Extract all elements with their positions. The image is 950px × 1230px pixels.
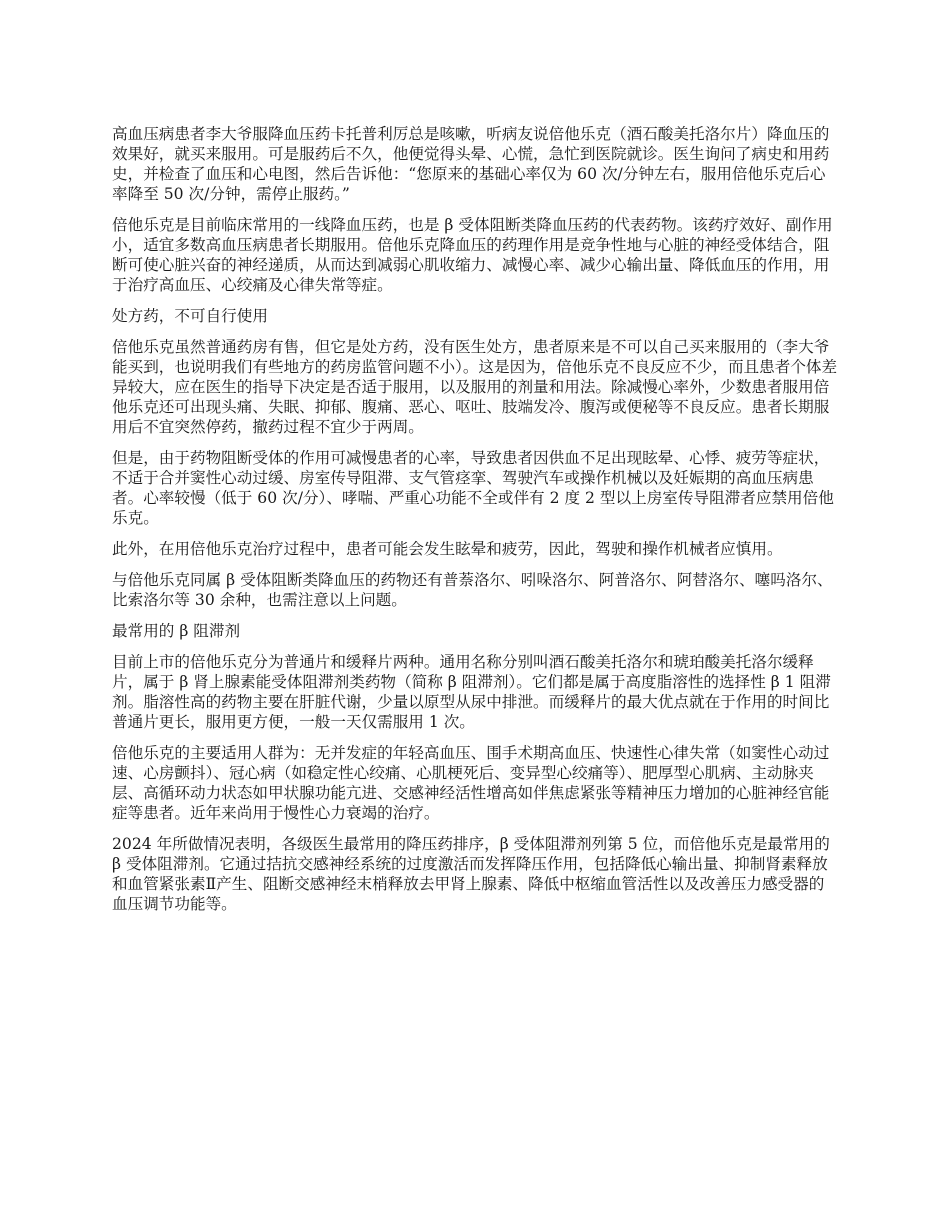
paragraph-contraindications: 但是，由于药物阻断受体的作用可减慢患者的心率，导致患者因供血不足出现眩晕、心悸、疲劳等症状，不适于合并窦性心动过缓、房室传导阻滞、支气管痉挛、驾驶汽车或操作机械以及妊娠期的高血压病患者。心率较慢（低于 60 次/分）、哮喘、严重心功能不全或伴有 2 度 2 型以上房室传导阻滞者应禁用倍他乐克。 bbox=[112, 449, 834, 527]
document-body bbox=[112, 124, 839, 925]
paragraph-patient-story: 高血压病患者李大爷服降血压药卡托普利厉总是咳嗽，听病友说倍他乐克（酒石酸美托洛尔片）降血压的效果好，就买来服用。可是服药后不久，他便觉得头晕、心慌，急忙到医院就诊。医生询问了病史和用药史，并检查了血压和心电图，然后告诉他：“您原来的基础心率仅为 60 次/分钟左右，服用倍他乐克后心率降至 50 次/分钟，需停止服药。” bbox=[112, 125, 830, 203]
section-heading-beta-blocker: 最常用的 β 阻滞剂 bbox=[112, 622, 241, 640]
paragraph-survey-ranking: 2024 年所做情况表明，各级医生最常用的降压药排序，β 受体阻滞剂列第 5 位，而倍他乐克是最常用的 β 受体阻滞剂。它通过拮抗交感神经系统的过度激活而发挥降压作用，包括降低心输出量、抑制肾素释放和血管紧张素Ⅱ产生、阻断交感神经末梢释放去甲肾上腺素、降低中枢缩血管活性以及改善压力感受器的血压调节功能等。 bbox=[112, 835, 830, 913]
paragraph-indications: 倍他乐克的主要适用人群为：无并发症的年轻高血压、围手术期高血压、快速性心律失常（如窦性心动过速、心房颤抖）、冠心病（如稳定性心绞痛、心肌梗死后、变异型心绞痛等）、肥厚型心肌病、主动脉夹层、高循环动力状态如甲状腺功能亢进、交感神经活性增高如伴焦虑紧张等精神压力增加的心脏神经官能症等患者。近年来尚用于慢性心力衰竭的治疗。 bbox=[112, 744, 830, 822]
paragraph-driving-caution: 此外，在用倍他乐克治疗过程中，患者可能会发生眩晕和疲劳，因此，驾驶和操作机械者应慎用。 bbox=[112, 540, 783, 558]
section-heading-prescription: 处方药，不可自行使用 bbox=[112, 307, 268, 325]
paragraph-formulations: 目前上市的倍他乐克分为普通片和缓释片两种。通用名称分别叫酒石酸美托洛尔和琥珀酸美托洛尔缓释片，属于 β 肾上腺素能受体阻滞剂类药物（简称 β 阻滞剂）。它们都是属于高度脂溶性的选择性 β 1 阻滞剂。脂溶性高的药物主要在肝脏代谢，少量以原型从尿中排泄。而缓释片的最大优点就在于作用的时间比普通片更长，服用更方便，一般一天仅需服用 1 次。 bbox=[112, 653, 831, 731]
paragraph-similar-drugs: 与倍他乐克同属 β 受体阻断类降血压的药物还有普萘洛尔、吲哚洛尔、阿普洛尔、阿替洛尔、噻吗洛尔、比索洛尔等 30 余种，也需注意以上问题。 bbox=[112, 571, 833, 609]
paragraph-drug-overview: 倍他乐克是目前临床常用的一线降血压药，也是 β 受体阻断类降血压药的代表药物。该药疗效好、副作用小，适宜多数高血压病患者长期服用。倍他乐克降血压的药理作用是竞争性地与心脏的神经受体结合，阻断可使心脏兴奋的神经递质，从而达到减弱心肌收缩力、减慢心率、减少心输出量、降低血压的作用，用于治疗高血压、心绞痛及心律失常等症。 bbox=[112, 216, 833, 294]
paragraph-prescription-only: 倍他乐克虽然普通药房有售，但它是处方药，没有医生处方，患者原来是不可以自己买来服用的（李大爷能买到，也说明我们有些地方的药房监管问题不小）。这是因为，倍他乐克不良反应不少，而且患者个体差异较大，应在医生的指导下决定是否适于服用，以及服用的剂量和用法。除减慢心率外，少数患者服用倍他乐克还可出现头痛、失眠、抑郁、腹痛、恶心、呕吐、肢端发冷、腹泻或便秘等不良反应。患者长期服用后不宜突然停药，撤药过程不宜少于两周。 bbox=[112, 338, 838, 436]
